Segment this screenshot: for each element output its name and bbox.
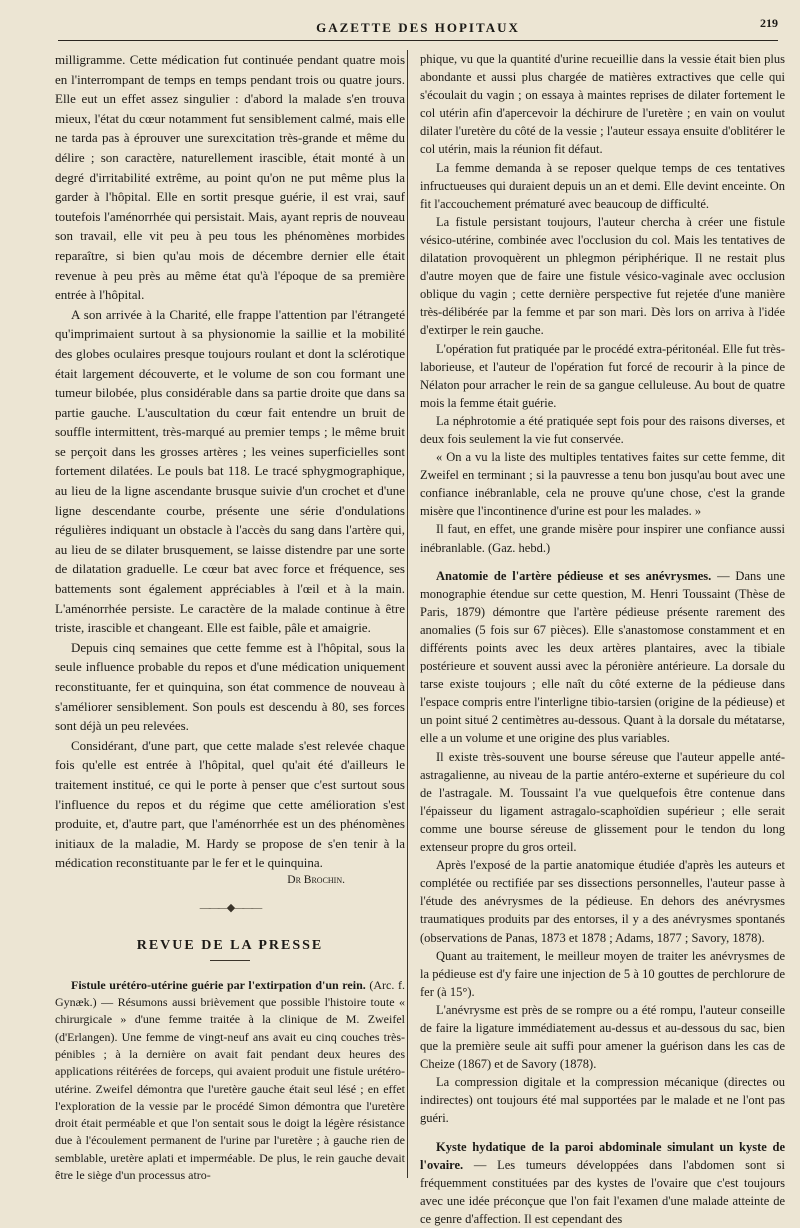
paragraph: « On a vu la liste des multiples tentatives faites sur cette femme, dit Zweifel en terminant ; si la pauvresse a tenu bon jusqu'au bout avec une confiance inébranlable, cela ne prouve qu'une chose, c'est la grande misère que l'incontinence d'urine est pour les malades. » — [420, 450, 785, 519]
page-header — [58, 14, 778, 41]
article-fistule — [55, 977, 405, 1185]
article-title: Kyste hydatique de la paroi abdominale simulant un kyste de l'ovaire. — [420, 1139, 785, 1172]
paragraph: A son arrivée à la Charité, elle frappe l'attention par l'étrangeté qu'imprimaient surtout à sa physionomie la saillie et la mobilité des globes oculaires presque toujours roulant et dont la sclérotique était largement découverte, et le volume de son cou formant une tumeur bilobée, plus considérable dans sa partie droite que dans sa partie gauche. L'auscultation du cœur fait entendre un bruit de souffle intermittent, très-marqué au premier temps ; le même bruit se perçoit dans les grosses artères ; les veines superficielles sont fortement dilatées. Le pouls bat 118. Le tracé sphygmographique, au lieu de la ligne ascendante brusque suivie d'un crochet et d'une ligne descendante courbe, présente une série d'ondulations régulières indiquant un obstacle à l'accès du sang dans l'artère qui, au lieu de se dilater brusquement, se laisse distendre par une sorte de dilatation graduelle. Le cœur bat avec force et fréquence, ses battements sont également appréciables à l'œil et à la main. L'aménorrhée persiste. Le caractère de la malade continue à être triste, irascible et changeant. Elle est faible, pâle et amaigrie. — [55, 306, 405, 636]
paragraph: La fistule persistant toujours, l'auteur chercha à créer une fistule vésico-utérine, combinée avec l'occlusion du col. Mais les tentatives de dilatation provoquèrent un phlegmon périphérique. Il ne restait plus d'autre moyen que de faire une fistule vésico-vaginale avec occlusion oblique du vagin ; cette dernière perspective fut rejetée d'une manière très-délibérée par la femme et par son mari. Dès lors on arriva à l'idée d'extirper le rein gauche. — [420, 214, 785, 338]
paragraph: Après l'exposé de la partie anatomique étudiée d'après les auteurs et complétée ou rectifiée par ses dissections personnelles, l'auteur passe à l'étude des anévrysmes de la pédieuse. En dehors des anévrysmes traumatiques produits par des entorses, il y a des anévrysmes spontanés (observations de Panas, 1873 et 1878 ; Adams, 1877 ; Savory, 1878). — [420, 858, 785, 945]
paragraph: phique, vu que la quantité d'urine recueillie dans la vessie était bien plus abondante et aussi plus chargée de matières extractives que celle qui s'écoulait du vagin ; on essaya à maintes reprises de dilater fortement le col utérin afin d'apercevoir la déchirure de l'uretère ; en vain on voulut dilater l'uretère du côté de la vessie ; l'auteur essaya ensuite d'oblitérer le col utérin, mais la réunion fit défaut. — [420, 52, 785, 157]
paragraph: La compression digitale et la compression mécanique (directes ou indirectes) ont toujours été mal supportées par le malade et ne l'ont pas guéri. — [420, 1075, 785, 1126]
paragraph: Il faut, en effet, une grande misère pour inspirer une confiance aussi inébranlable. (Gaz. hebd.) — [420, 522, 785, 555]
section-ornament: ———◆——— — [199, 901, 261, 914]
paragraph: milligramme. Cette médication fut continuée pendant quatre mois en l'interrompant de temps en temps pendant trois ou quatre jours. Elle eut un effet assez singulier : d'abord la malade s'en trouva mieux, l'état du cœur notamment fut sensiblement calmé, mais elle ne tarda pas à éprouver une surexcitation très-grande et même du délire ; son caractère, naturellement irascible, était monté à un degré d'irritabilité extrême, au point qu'on ne put même plus la garder à l'hôpital. Elle en sortit presque guérie, il est vrai, sauf toutefois l'aménorrhée qui persistait. Mais, ayant repris de nouveau son travail, elle vit peu à peu tous les phénomènes morbides reparaître, si bien qu'au mois de décembre dernier elle était revenue à peu près au même état qu'à l'époque de sa première entrée à l'hôpital. — [55, 52, 405, 303]
paragraph: L'opération fut pratiquée par le procédé extra-péritonéal. Elle fut très-laborieuse, et l'auteur de l'opération fut forcé de recourir à la pince de Nélaton pour arracher le rein de sa gangue celluleuse. Au bout de quatre mois la femme était guérie. — [420, 341, 785, 410]
paragraph: Considérant, d'une part, que cette malade s'est relevée chaque fois qu'elle est entrée à l'hôpital, quel qu'ait été d'ailleurs le traitement institué, ce qui le porte à penser que c'est surtout sous l'influence du repos et du régime que cette amélioration s'est produite, et, d'autre part, que l'aménorrhée est un des phénomènes initiaux de la maladie, M. Hardy se propose de s'en tenir à la médication reconstituante par le fer et le quinquina. — [55, 737, 405, 871]
column-divider — [407, 50, 408, 1178]
section-title: REVUE DE LA PRESSE — [136, 938, 324, 954]
article-body: (Arc. f. Gynæk.) — Résumons aussi brièvement que possible l'histoire toute « chirurgicale » d'une femme traitée à la clinique de M. Zweifel (d'Erlangen). Une femme de vingt-neuf ans avait eu cinq couches très-pénibles ; à la dernière on avait fait pendant deux heures des applications réitérées de forceps, qui avaient produit une fistule urétéro-utérine. Zweifel démontra que l'uretère gauche était seul lésé ; en effet l'exploration de la vessie par le procédé Simon démontra que l'uretère droit était perméable et que l'on sentait sous le doigt la légère résistance due à l'écoulement permanent de l'urine par l'uretère ; à gauche rien de semblable, uretère aplati et imperméable. De plus, le rein gauche devait être le siège d'un processus atro- — [55, 977, 405, 1182]
paragraph: Il existe très-souvent une bourse séreuse que l'auteur appelle anté-astragalienne, au niveau de la partie antéro-externe et supérieure du col de l'astragale. M. Toussaint l'a vue quelquefois être contenue dans l'épaisseur du ligament astragalo-scaphoïdien supérieur ; elle serait comme une bourse séreuse de glissement pour le tendon du long extenseur propre du gros orteil. — [420, 749, 785, 855]
article-body: — Les tumeurs développées dans l'abdomen sont si fréquemment constituées par des kystes de l'ovaire que c'est toujours avec une idée préconçue que l'on fait l'examen d'une malade atteinte de ce genre d'affection. Il est cependant des — [420, 1157, 785, 1226]
paragraph: La néphrotomie a été pratiquée sept fois pour des raisons diverses, et deux fois seulement la vie fut conservée. — [420, 413, 785, 446]
article-pedieuse — [420, 567, 785, 1128]
paragraph: Depuis cinq semaines que cette femme est à l'hôpital, sous la seule influence probable du repos et d'une médication uniquement reconstituante, fer et quinquina, son état commence de nouveau à s'améliorer sensiblement. Son pouls est descendu à 80, ses forces sont déjà un peu relevées. — [55, 639, 405, 734]
article-body: — Dans une monographie étendue sur cette question, M. Henri Toussaint (Thèse de Paris, 1879) démontre que l'artère pédieuse présente rarement des anomalies (5 fois sur 67 pièces). Elle s'anastomose constamment et en différents points avec les deux artères plantaires, avec la tibiale postérieure et souvent aussi avec la péronière antérieure. La dorsale du tarse existe toujours ; elle naît du côté externe de la pédieuse dans l'espace compris entre l'interligne tibio-tarsien (origine de la pédieuse) et un point situé 2 centimètres au-dessous. Quant à la dorsale du métatarse, elle a un volume et une origine des plus variables. — [420, 568, 785, 746]
page-number: 219 — [760, 16, 778, 30]
paragraph: Quant au traitement, le meilleur moyen de traiter les anévrysmes de la pédieuse est d'y faire une injection de 5 à 10 gouttes de perchlorure de fer (à 15°). — [420, 948, 785, 999]
paragraph: L'anévrysme est près de se rompre ou a été rompu, l'auteur conseille de faire la ligature immédiatement au-dessus et au-dessous du sac, bien que la première seule ait suffi pour amener la guérison dans les cas de Cheize (1867) et de Savory (1878). — [420, 1002, 785, 1072]
author-signature: Dr Brochin. — [287, 873, 345, 886]
article-title: Fistule urétéro-utérine guérie par l'extirpation d'un rein. — [71, 977, 366, 992]
journal-title: GAZETTE DES HOPITAUX — [316, 20, 520, 35]
right-column — [420, 50, 785, 1228]
left-column — [55, 50, 405, 1184]
article-title: Anatomie de l'artère pédieuse et ses anévrysmes. — [436, 568, 712, 583]
section-divider — [210, 960, 250, 961]
article-kyste — [420, 1138, 785, 1228]
paragraph: La femme demanda à se reposer quelque temps de ces tentatives infructueuses qui duraient depuis un an et demi. Elle devint enceinte. On fit l'accouchement prématuré avec beaucoup de difficulté. — [420, 160, 785, 211]
